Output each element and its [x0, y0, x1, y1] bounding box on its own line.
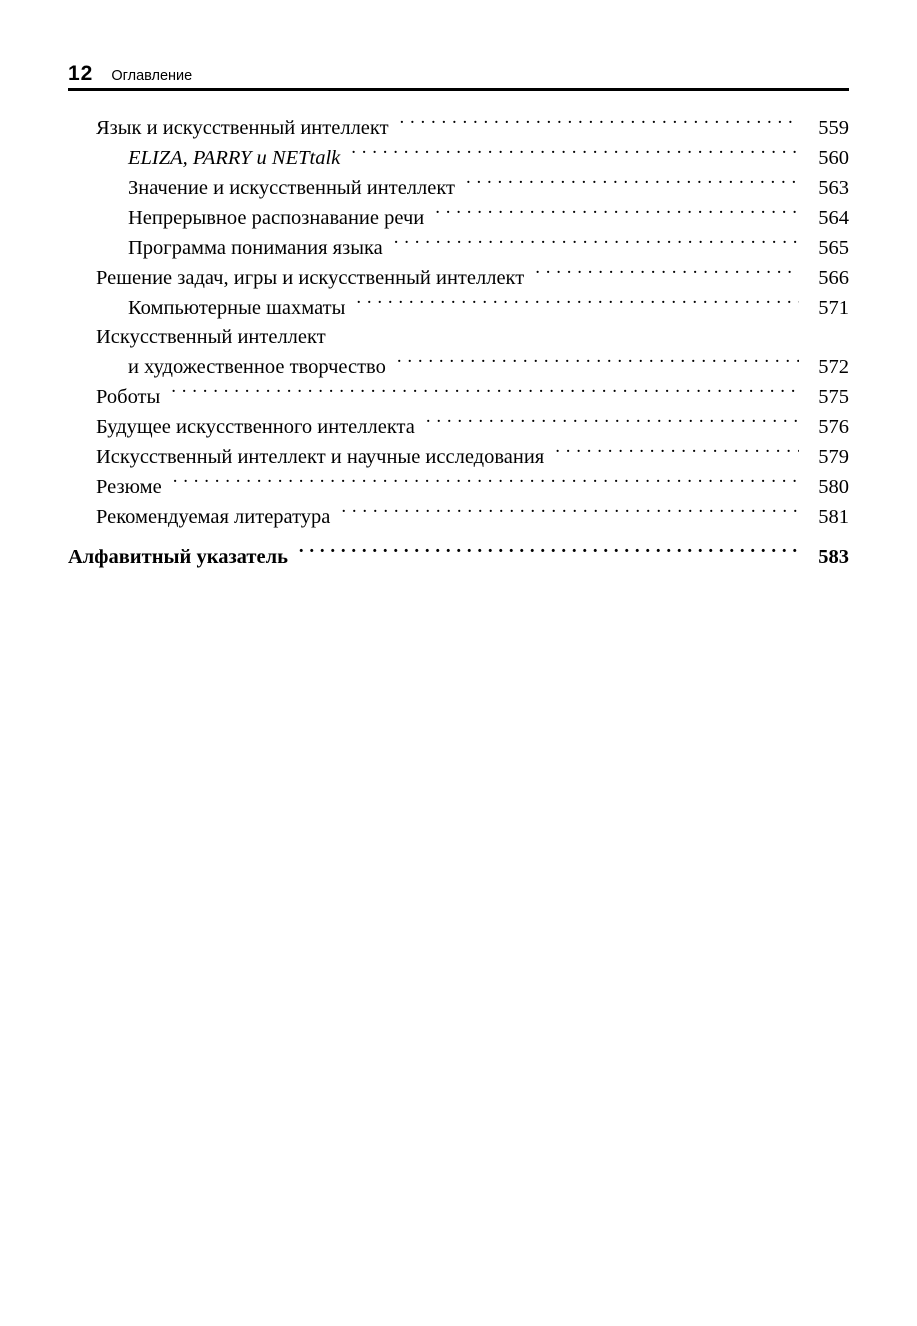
toc-entry[interactable]: [96, 203, 849, 233]
toc-entry-label: ELIZA, PARRY и NETtalk: [128, 146, 341, 169]
toc-entry[interactable]: [96, 383, 849, 413]
dot-leader: [400, 113, 799, 134]
running-head: [68, 62, 849, 86]
dot-leader: [555, 443, 799, 464]
toc-entry-page: 583: [818, 546, 849, 568]
toc-entry-page: 559: [818, 116, 849, 139]
toc-entry[interactable]: [96, 413, 849, 443]
toc-entry-page: 579: [818, 446, 849, 468]
toc-entry-label: Искусственный интеллект и научные исследования: [96, 446, 545, 468]
toc-entry-page: 576: [818, 416, 849, 438]
toc-entry-page: 575: [818, 386, 849, 408]
toc-entry-label: Программа понимания языка: [128, 236, 383, 259]
toc-entry-page: 566: [818, 266, 849, 289]
section-spacer: [96, 533, 849, 543]
dot-leader: [394, 233, 799, 254]
toc-entry-line-1: [96, 323, 849, 353]
toc-entry-page: 564: [818, 206, 849, 229]
toc-entry-page: 581: [818, 506, 849, 528]
toc-entry-page: 560: [818, 146, 849, 169]
toc-entry-label-cont: и художественное творчество: [128, 356, 386, 378]
dot-leader: [397, 353, 799, 374]
toc-entry[interactable]: [96, 473, 849, 503]
toc-entry-label: Алфавитный указатель: [68, 546, 288, 568]
dot-leader: [535, 263, 799, 284]
toc-entry-label: Непрерывное распознавание речи: [128, 206, 425, 229]
dot-leader: [426, 413, 799, 434]
dot-leader: [171, 383, 799, 404]
toc-entry-line-2: [96, 353, 849, 383]
toc-entry-page: 572: [818, 356, 849, 378]
header-rule: [68, 88, 849, 91]
toc-entry[interactable]: [96, 143, 849, 173]
dot-leader: [435, 203, 799, 224]
dot-leader: [356, 293, 799, 314]
dot-leader: [299, 543, 799, 564]
toc-entry-label: Язык и искусственный интеллект: [96, 116, 389, 139]
toc-entry[interactable]: [96, 503, 849, 533]
page-folio: 12: [68, 62, 94, 85]
toc-entry[interactable]: [96, 113, 849, 143]
dot-leader: [466, 173, 799, 194]
toc-entry-label: Роботы: [96, 386, 161, 408]
toc-entry-label: Искусственный интеллект: [96, 326, 326, 348]
toc-entry-label: Решение задач, игры и искусственный интеллект: [96, 266, 525, 289]
toc-entry[interactable]: [96, 233, 849, 263]
toc-entry[interactable]: [96, 443, 849, 473]
toc-entry-label: Резюме: [96, 476, 162, 498]
toc-entry-index[interactable]: [68, 543, 849, 573]
toc-entry-page: 580: [818, 476, 849, 498]
toc-entry-label: Значение и искусственный интеллект: [128, 176, 456, 199]
toc-entry-label: Будущее искусственного интеллекта: [96, 416, 415, 438]
toc-entry-label: Рекомендуемая литература: [96, 506, 331, 528]
table-of-contents: [68, 113, 849, 573]
toc-entry-page: 565: [818, 236, 849, 259]
toc-entry[interactable]: [96, 293, 849, 323]
running-head-title: Оглавление: [111, 68, 193, 84]
dot-leader: [341, 503, 799, 524]
toc-entry-label: Компьютерные шахматы: [128, 296, 346, 319]
toc-entry[interactable]: [96, 323, 849, 383]
dot-leader: [351, 143, 799, 164]
dot-leader: [173, 473, 799, 494]
toc-entry-page: 571: [818, 296, 849, 319]
toc-entry[interactable]: [96, 173, 849, 203]
toc-entry-page: 563: [818, 176, 849, 199]
toc-entry[interactable]: [96, 263, 849, 293]
